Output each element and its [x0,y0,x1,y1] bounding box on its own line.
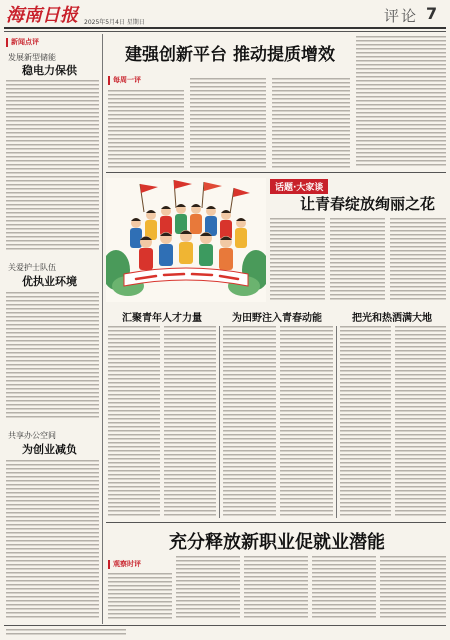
left-item-headline: 稳电力保供 [22,64,77,77]
bottom-headline: 充分释放新职业促就业潜能 [169,532,385,553]
left-item-kicker: 共享办公空间 [8,431,56,440]
header-rule [4,27,446,29]
section-rule [106,172,446,173]
left-item-kicker: 发展新型储能 [8,53,56,62]
body-text-block [108,573,172,620]
body-text-block [6,460,99,620]
footer-rule [4,625,446,626]
body-text-block [270,218,325,302]
body-text-block [280,326,333,518]
left-item-headline: 优执业环境 [22,275,77,288]
body-text-block [312,556,376,620]
body-text-block [390,218,446,302]
left-item-kicker: 关爱护士队伍 [8,263,56,272]
body-text-block [108,326,160,518]
topic-headline: 让青春绽放绚丽之花 [300,195,436,213]
body-text-block [244,556,308,620]
header-rule-thin [4,31,446,32]
body-text-block [6,292,99,420]
column-divider [102,34,103,624]
body-text-block [223,326,276,518]
body-text-block [380,556,446,620]
section-rule [106,522,446,523]
body-text-block [190,78,266,168]
body-text-block [340,326,391,518]
topic-illustration [106,178,266,302]
page-number: 7 [426,4,438,23]
topic-subhead: 为田野注入青春动能 [232,313,322,324]
left-column-tag: 新闻点评 [6,38,39,47]
footer-credits [6,629,126,635]
body-text-block [176,556,240,620]
topic-subhead: 把光和热洒满大地 [352,313,432,324]
body-text-block [272,78,350,168]
body-text-block [395,326,446,518]
masthead-logo: 海南日报 [6,5,78,26]
topic-subhead: 汇聚青年人才力量 [122,313,202,324]
column-divider [219,326,220,518]
lead-headline: 建强创新平台 推动提质增效 [125,45,335,65]
body-text-block [356,36,446,168]
section-name: 评论 [384,7,419,25]
lead-tag: 每周一评 [108,76,141,85]
issue-date: 2025年5月4日 星期日 [84,19,145,26]
bottom-tag: 观察时评 [108,560,141,569]
body-text-block [164,326,216,518]
topic-tag: 话题·大家谈 [270,179,328,194]
body-text-block [330,218,385,302]
left-item-headline: 为创业减负 [22,443,77,456]
body-text-block [6,80,99,252]
column-divider [336,326,337,518]
body-text-block [108,90,184,168]
